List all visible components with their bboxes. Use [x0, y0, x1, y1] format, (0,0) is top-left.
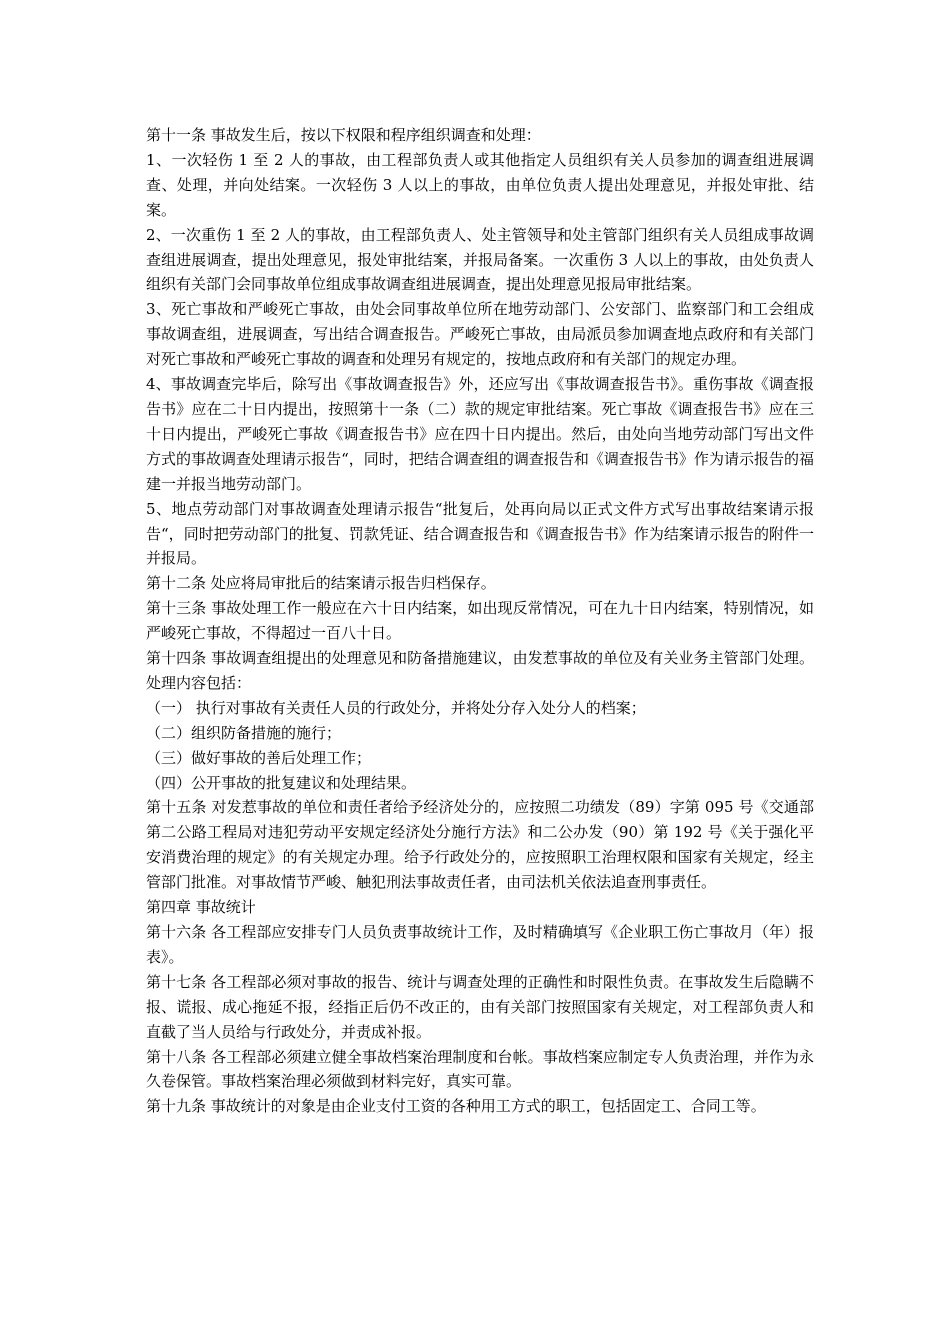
- article-11-item-2: 2、一次重伤 1 至 2 人的事故，由工程部负责人、处主管领导和处主管部门组织有关人员组成事故调查组进展调查，提出处理意见，报处审批结案，并报局备案。一次重伤 3 人以上的事故，由处负责人组织有关部门会同事故单位组成事故调查组进展调查，提出处理意见报局审批结案。: [146, 225, 814, 294]
- article-13: 第十三条 事故处理工作一般应在六十日内结案，如出现反常情况，可在九十日内结案，特别情况，如严峻死亡事故，不得超过一百八十日。: [146, 599, 814, 643]
- article-14-item-1: （一） 执行对事故有关责任人员的行政处分，并将处分存入处分人的档案；: [146, 698, 646, 717]
- article-15: 第十五条 对发惹事故的单位和责任者给予经济处分的，应按照二功绩发（89）字第 095 号《交通部第二公路工程局对违犯劳动平安规定经济处分施行方法》和二公办发（90）第 192 号《关于强化平安消费治理的规定》的有关规定办理。给予行政处分的，应按照职工治理权限和国家有关规定，经主管部门批准。对事故情节严峻、触犯刑法事故责任者，由司法机关依法追查刑事责任。: [146, 798, 814, 892]
- article-14: 第十四条 事故调查组提出的处理意见和防备措施建议，由发惹事故的单位及有关业务主管部门处理。处理内容包括：: [146, 649, 814, 692]
- article-14-item-4: （四）公开事故的批复建议和处理结果。: [146, 773, 417, 792]
- article-11-item-1: 1、一次轻伤 1 至 2 人的事故，由工程部负责人或其他指定人员组织有关人员参加的调查组进展调查、处理，并向处结案。一次轻伤 3 人以上的事故，由单位负责人提出处理意见，并报处审批、结案。: [146, 150, 814, 219]
- article-11-heading: 第十一条 事故发生后，按以下权限和程序组织调查和处理：: [146, 126, 541, 144]
- document-body: [146, 123, 814, 1119]
- article-17: 第十七条 各工程部必须对事故的报告、统计与调查处理的正确性和时限性负责。在事故发生后隐瞒不报、谎报、成心拖延不报，经指正后仍不改正的，由有关部门按照国家有关规定，对工程部负责人和直截了当人员给与行政处分，并责成补报。: [146, 972, 814, 1041]
- article-12: 第十二条 处应将局审批后的结案请示报告归档保存。: [146, 574, 496, 593]
- article-14-item-3: （三）做好事故的善后处理工作；: [146, 748, 372, 767]
- article-18: 第十八条 各工程部必须建立健全事故档案治理制度和台帐。事故档案应制定专人负责治理，并作为永久卷保管。事故档案治理必须做到材料完好，真实可靠。: [146, 1047, 814, 1091]
- chapter-4-heading: 第四章 事故统计: [146, 898, 256, 917]
- article-11-item-5: 5、地点劳动部门对事故调查处理请示报告“批复后，处再向局以正式文件方式写出事故结案请示报告“，同时把劳动部门的批复、罚款凭证、结合调查报告和《调查报告书》作为结案请示报告的附件一并报局。: [146, 499, 814, 568]
- article-11-item-4: 4、事故调查完毕后，除写出《事故调查报告》外，还应写出《事故调查报告书》。重伤事故《调查报告书》应在二十日内提出，按照第十一条（二）款的规定审批结案。死亡事故《调查报告书》应在三十日内提出，严峻死亡事故《调查报告书》应在四十日内提出。然后，由处向当地劳动部门写出文件方式的事故调查处理请示报告“，同时，把结合调查组的调查报告和《调查报告书》作为请示报告的福建一并报当地劳动部门。: [146, 375, 814, 493]
- article-16: 第十六条 各工程部应安排专门人员负责事故统计工作，及时精确填写《企业职工伤亡事故月（年）报表》。: [146, 923, 814, 966]
- article-14-item-2: （二）组织防备措施的施行；: [146, 723, 342, 742]
- article-19: 第十九条 事故统计的对象是由企业支付工资的各种用工方式的职工，包括固定工、合同工等。: [146, 1097, 766, 1116]
- article-11-item-3: 3、死亡事故和严峻死亡事故，由处会同事故单位所在地劳动部门、公安部门、监察部门和工会组成事故调查组，进展调查，写出结合调查报告。严峻死亡事故，由局派员参加调查地点政府和有关部门对死亡事故和严峻死亡事故的调查和处理另有规定的，按地点政府和有关部门的规定办理。: [146, 300, 814, 369]
